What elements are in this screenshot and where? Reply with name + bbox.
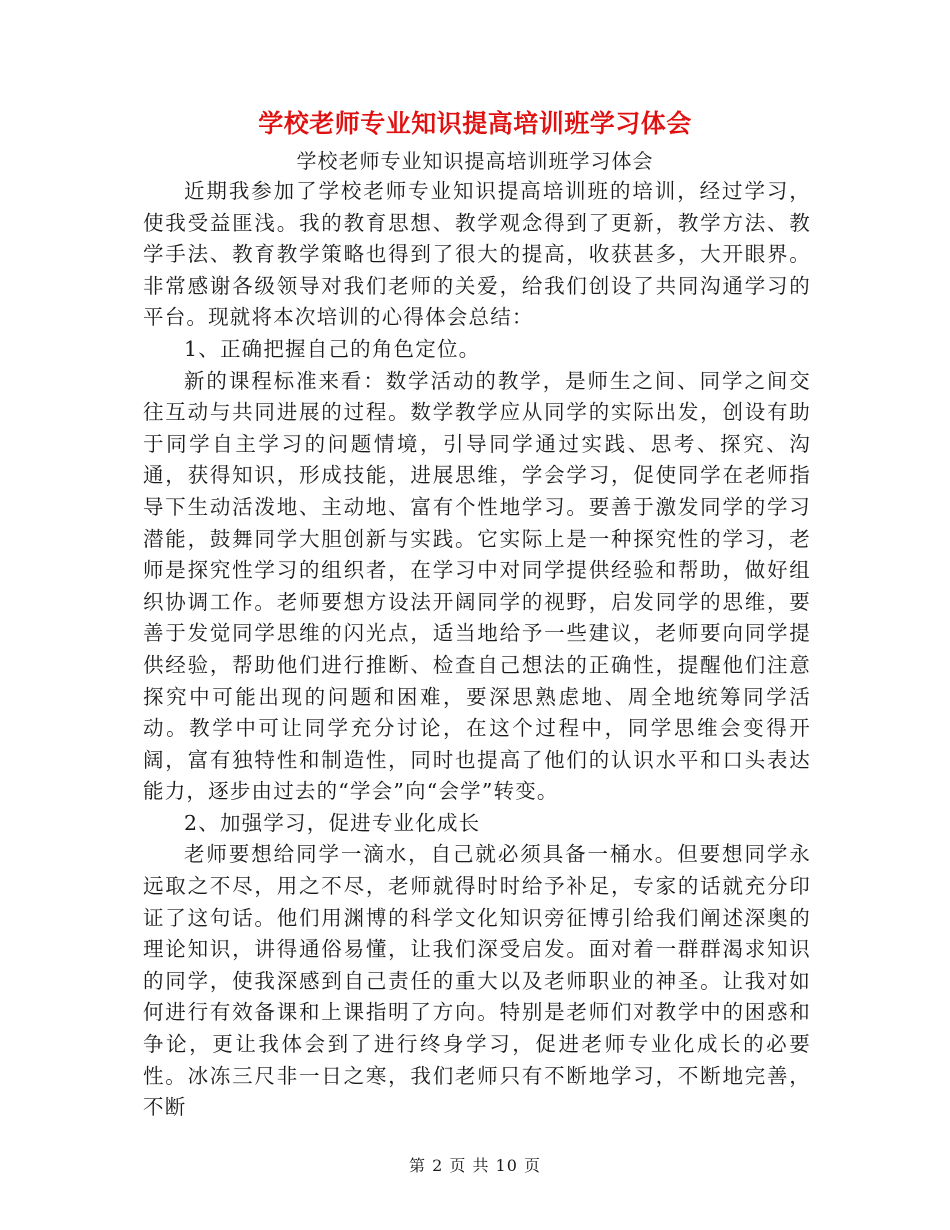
page-footer: 第 2 页 共 10 页 — [409, 1156, 541, 1175]
intro-paragraph: 近期我参加了学校老师专业知识提高培训班的培训，经过学习，使我受益匪浅。我的教育思想、教学观念得到了更新，教学方法、教学手法、教育教学策略也得到了很大的提高，收获甚多，大开眼界。非常感谢各级领导对我们老师的关爱，给我们创设了共同沟通学习的平台。现就将本次培训的心得体会总结： — [143, 179, 811, 330]
document-subtitle: 学校老师专业知识提高培训班学习体会 — [296, 149, 654, 173]
section-1-paragraph: 新的课程标准来看：数学活动的教学，是师生之间、同学之间交往互动与共同进展的过程。数学教学应从同学的实际出发，创设有助于同学自主学习的问题情境，引导同学通过实践、思考、探究、沟通，获得知识，形成技能，进展思维，学会学习，促使同学在老师指导下生动活泼地、主动地、富有个性地学习。要善于激发同学的学习潜能，鼓舞同学大胆创新与实践。它实际上是一种探究性的学习，老师是探究性学习的组织者，在学习中对同学提供经验和帮助，做好组织协调工作。老师要想方设法开阔同学的视野，启发同学的思维，要善于发觉同学思维的闪光点，适当地给予一些建议，老师要向同学提供经验，帮助他们进行推断、检查自己想法的正确性，提醒他们注意探究中可能出现的问题和困难，要深思熟虑地、周全地统筹同学活动。教学中可让同学充分讨论，在这个过程中，同学思维会变得开阔，富有独特性和制造性，同时也提高了他们的认识水平和口头表达能力，逐步由过去的“学会”向“会学”转变。 — [143, 368, 811, 804]
document-body — [143, 176, 811, 1124]
section-heading-2: 2、加强学习，促进专业化成长 — [184, 810, 481, 835]
section-heading-1: 1、正确把握自己的角色定位。 — [184, 336, 481, 361]
document-title: 学校老师专业知识提高培训班学习体会 — [258, 109, 692, 138]
section-2-paragraph: 老师要想给同学一滴水，自己就必须具备一桶水。但要想同学永远取之不尽，用之不尽，老师就得时时给予补足，专家的话就充分印证了这句话。他们用渊博的科学文化知识旁征博引给我们阐述深奥的理论知识，讲得通俗易懂，让我们深受启发。面对着一群群渴求知识的同学，使我深感到自己责任的重大以及老师职业的神圣。让我对如何进行有效备课和上课指明了方向。特别是老师们对教学中的困惑和争论，更让我体会到了进行终身学习，促进老师专业化成长的必要性。冰冻三尺非一日之寒，我们老师只有不断地学习，不断地完善，不断 — [143, 842, 811, 1120]
